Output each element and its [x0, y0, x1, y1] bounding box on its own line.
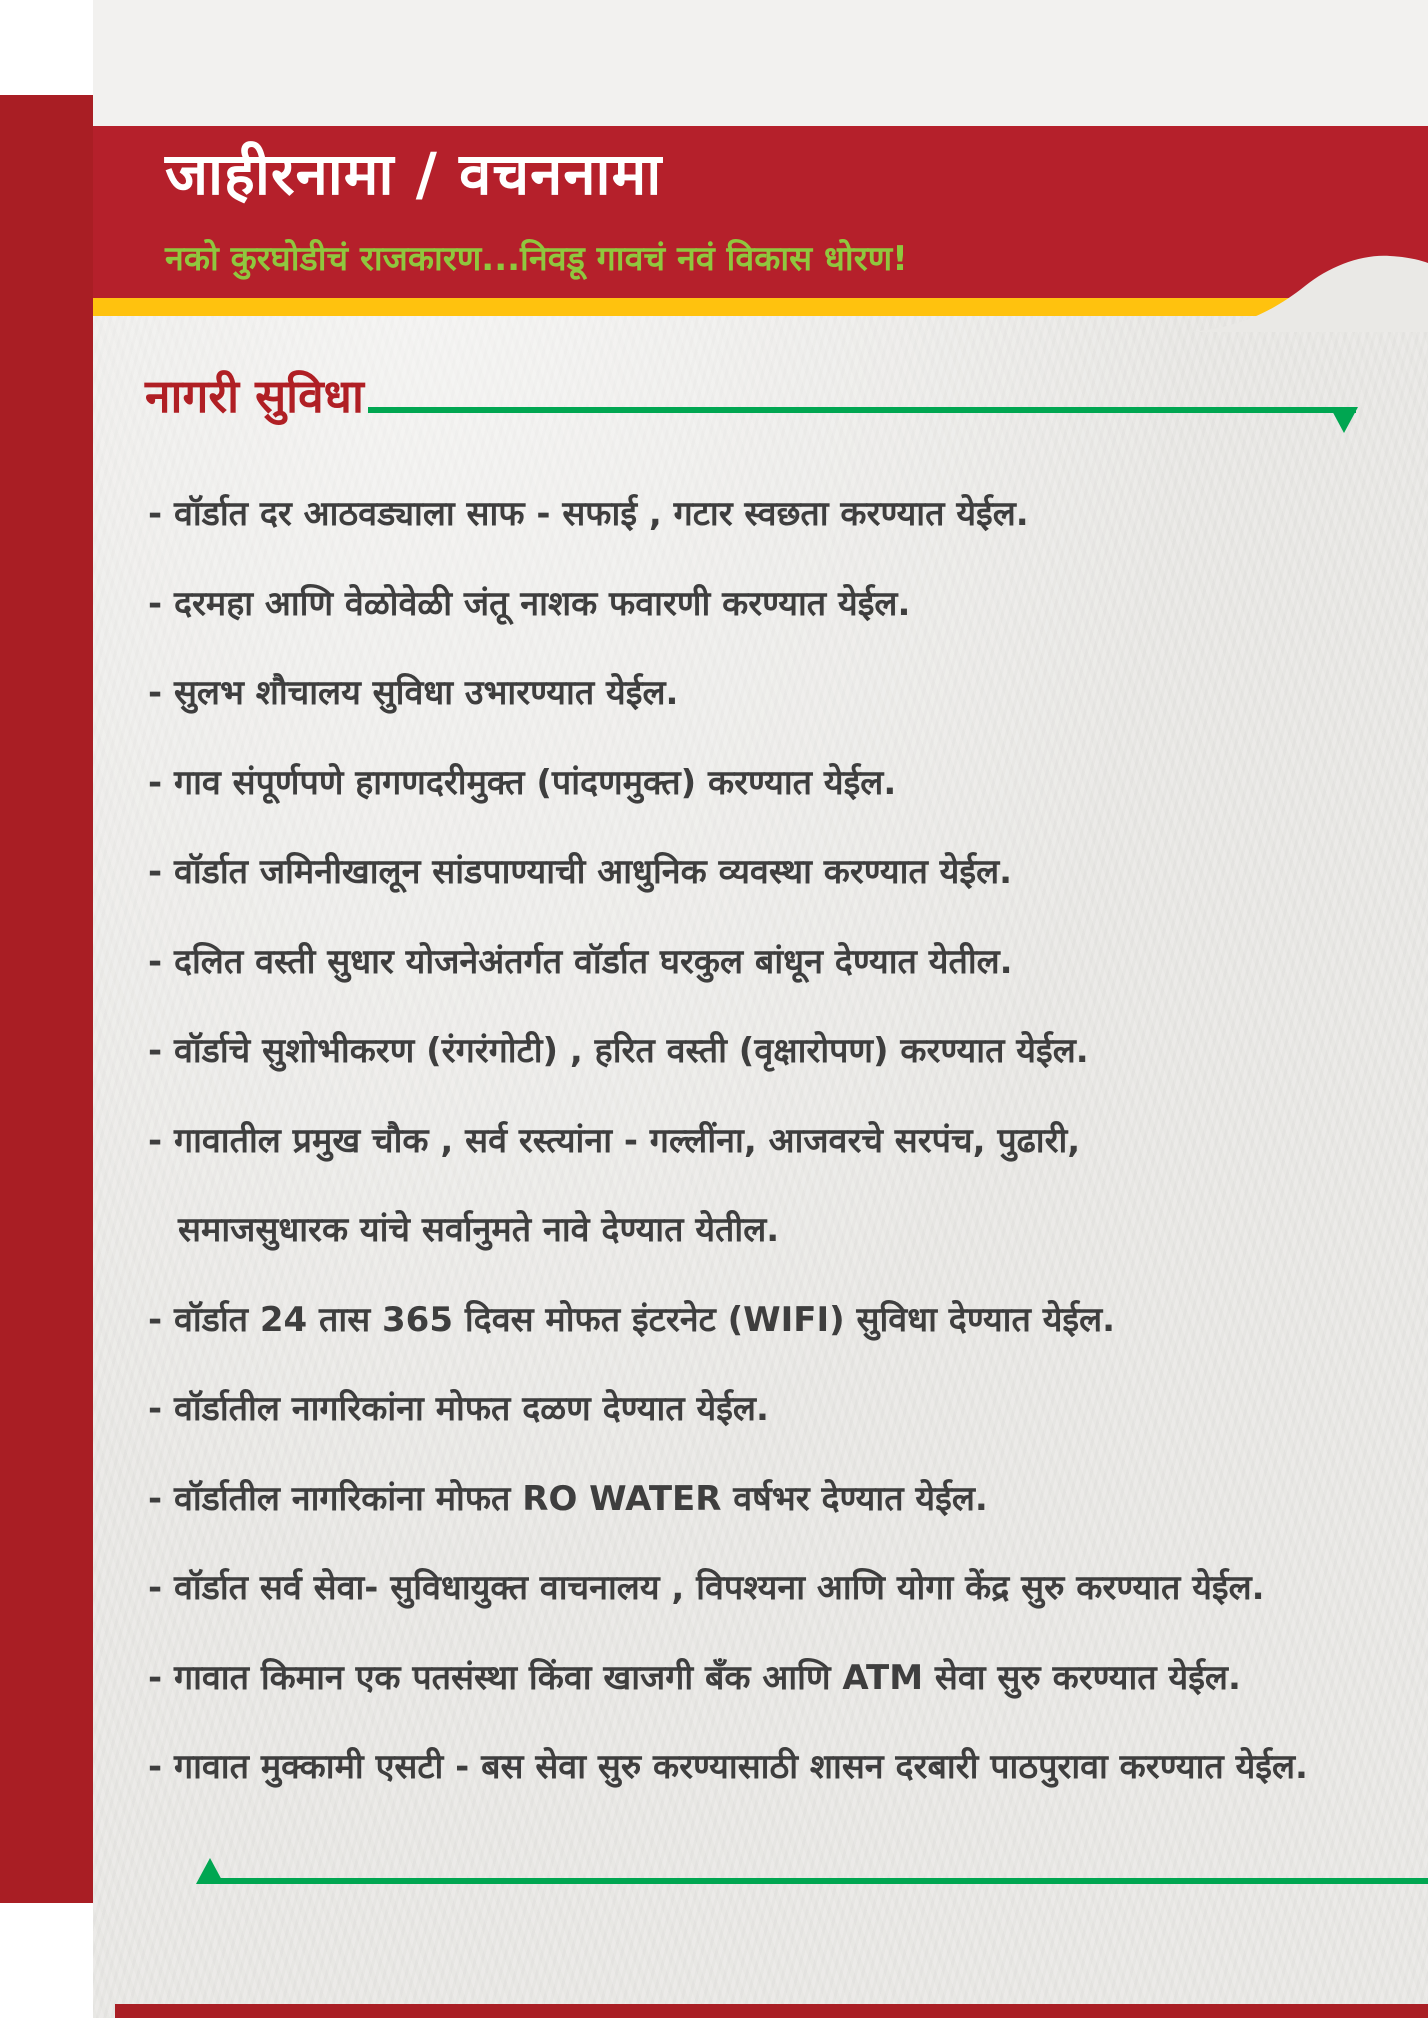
- list-item: - वॉर्डात दर आठवड्याला साफ - सफाई , गटार स्वछता करण्यात येईल.: [148, 494, 1029, 534]
- arrow-up-icon: [196, 1858, 224, 1884]
- list-item: - वॉर्डातील नागरिकांना मोफत RO WATER वर्षभर देण्यात येईल.: [148, 1478, 988, 1519]
- list-item: - वॉर्डात सर्व सेवा- सुविधायुक्त वाचनालय , विपश्यना आणि योगा केंद्र सुरु करण्यात येईल.: [148, 1568, 1265, 1608]
- bottom-divider-line: [200, 1878, 1428, 1884]
- list-item: - दरमहा आणि वेळोवेळी जंतू नाशक फवारणी करण्यात येईल.: [148, 583, 911, 624]
- page-title: जाहीरनामा / वचननामा: [165, 140, 663, 208]
- section-divider-line: [368, 407, 1356, 413]
- list-item: - दलित वस्ती सुधार योजनेअंतर्गत वॉर्डात घरकुल बांधून देण्यात येतील.: [148, 941, 1013, 982]
- list-item: - वॉर्डात 24 तास 365 दिवस मोफत इंटरनेट (WIFI) सुविधा देण्यात येईल.: [148, 1299, 1116, 1340]
- left-red-bar: [0, 95, 93, 1903]
- list-item: - गावात मुक्कामी एसटी - बस सेवा सुरु करण्यासाठी शासन दरबारी पाठपुरावा करण्यात येईल.: [148, 1747, 1308, 1787]
- list-item: - वॉर्डात जमिनीखालून सांडपाण्याची आधुनिक व्यवस्था करण्यात येईल.: [148, 852, 1013, 892]
- list-item: - गाव संपूर्णपणे हागणदरीमुक्त (पांदणमुक्त) करण्यात येईल.: [148, 762, 897, 803]
- page-subtitle: नको कुरघोडीचं राजकारण...निवडू गावचं नवं विकास धोरण!: [165, 239, 908, 279]
- list-item: - सुलभ शौचालय सुविधा उभारण्यात येईल.: [148, 673, 679, 713]
- list-item: - गावातील प्रमुख चौक , सर्व रस्त्यांना - गल्लींना, आजवरचे सरपंच, पुढारी,: [148, 1120, 1081, 1161]
- section-heading: नागरी सुविधा: [145, 369, 364, 423]
- list-item: - वॉर्डाचे सुशोभीकरण (रंगरंगोटी) , हरित वस्ती (वृक्षारोपण) करण्यात येईल.: [148, 1031, 1089, 1071]
- bottom-red-strip: [115, 2004, 1428, 2018]
- list-item: - वॉर्डातील नागरिकांना मोफत दळण देण्यात येईल.: [148, 1389, 769, 1429]
- promise-list: [148, 470, 1398, 1813]
- list-item: - गावात किमान एक पतसंस्था किंवा खाजगी बँक आणि ATM सेवा सुरु करण्यात येईल.: [148, 1657, 1241, 1698]
- list-item-continuation: समाजसुधारक यांचे सर्वानुमते नावे देण्यात येतील.: [178, 1210, 780, 1250]
- paper-curve-decoration: [1090, 248, 1428, 332]
- arrow-down-icon: [1330, 407, 1358, 433]
- top-margin: [93, 0, 1428, 126]
